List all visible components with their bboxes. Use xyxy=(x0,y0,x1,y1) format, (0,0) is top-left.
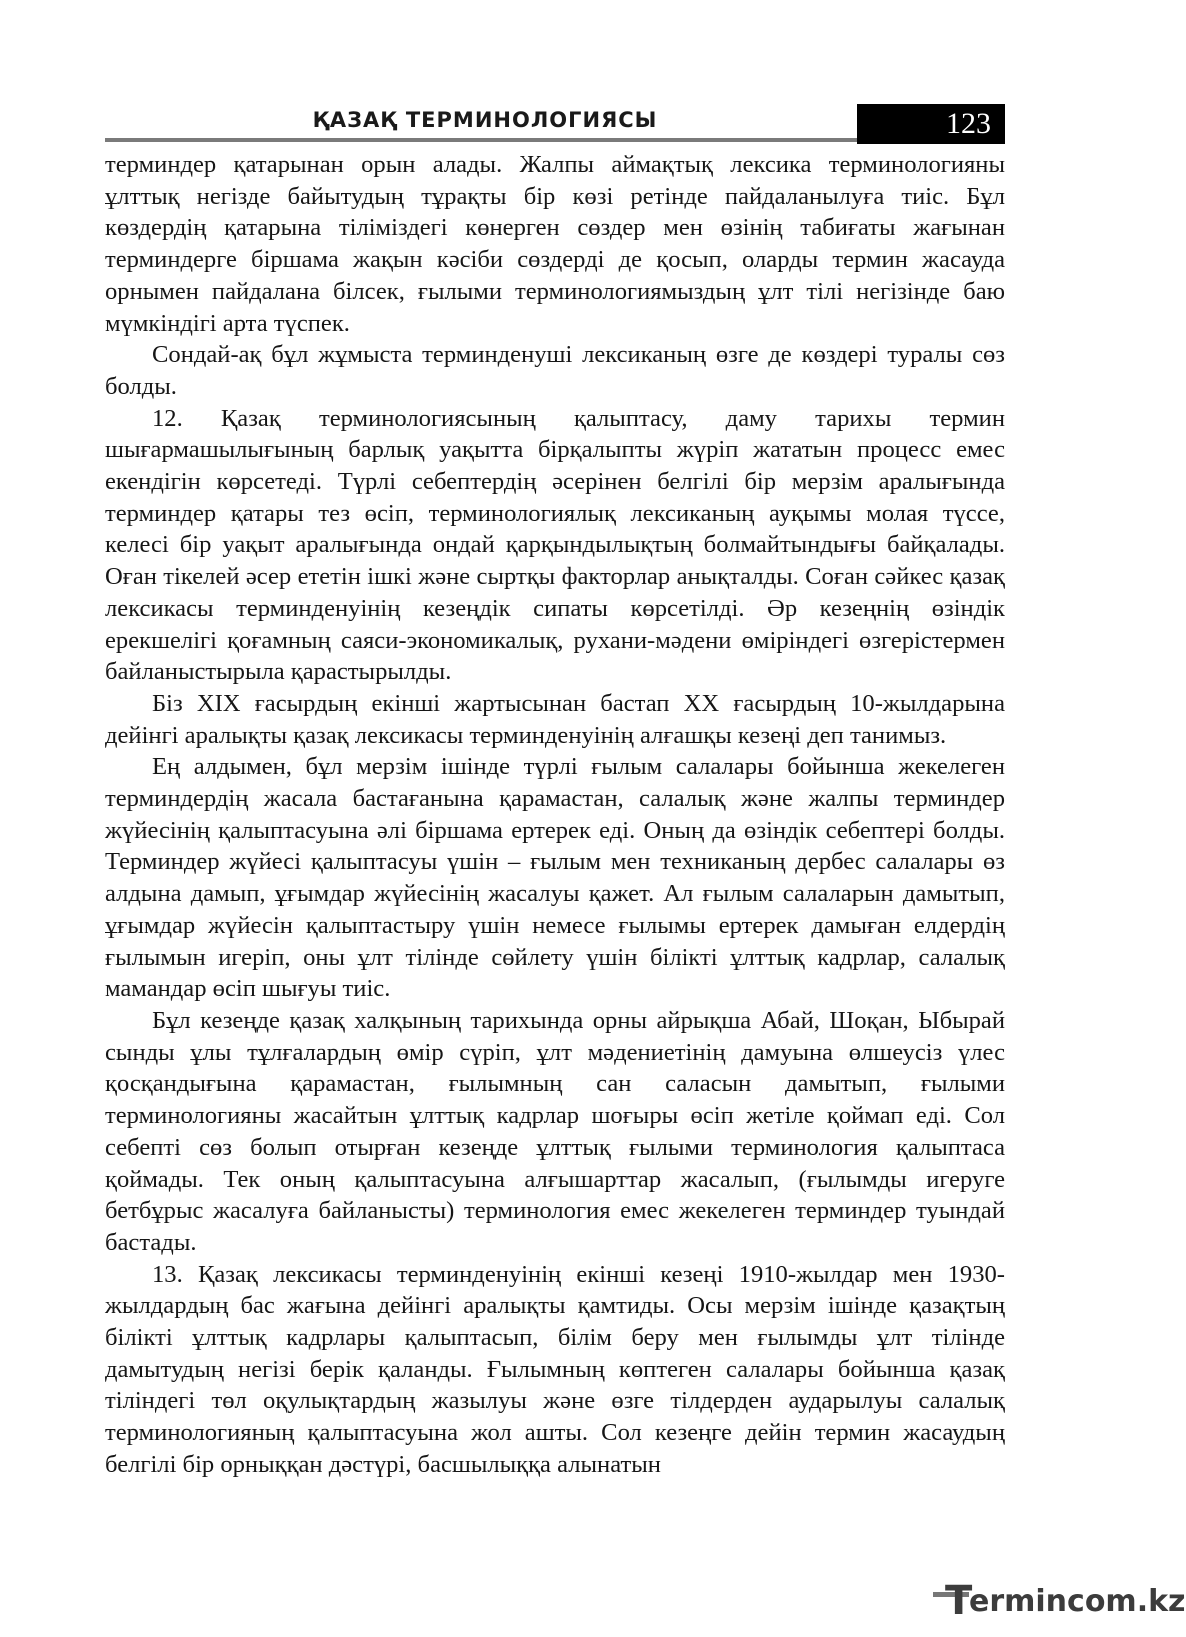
body-text xyxy=(105,149,1005,1481)
paragraph: Ең алдымен, бұл мерзім ішінде түрлі ғылым салалары бойынша жекелеген терминдердің жасала бастағанына қарамастан, салалық және жалпы терминдер жүйесінің қалыптасуына әлі біршама ертерек еді. Оның да өзіндік себептері болды. Терминдер жүйесі қалыптасуы үшін – ғылым мен техниканың дербес салалары өз алдына дамып, ұғымдар жүйесінің жасалуы қажет. Ал ғылым салаларын дамытып, ұғымдар жүйесін қалыптастыру үшін немесе ғылымы ертерек дамыған елдердің ғылымын игеріп, оны ұлт тілінде сөйлету үшін білікті ұлттық кадрлар, салалық мамандар өсіп шығуы тиіс. xyxy=(105,753,1005,1003)
watermark-initial: T xyxy=(945,1578,973,1624)
header-rule xyxy=(105,138,857,142)
paragraph: Сондай-ақ бұл жұмыста терминденуші лексиканың өзге де көздері туралы сөз болды. xyxy=(105,341,1005,400)
paragraph: 12. Қазақ терминологиясының қалыптасу, даму тарихы термин шығармашылығының барлық уақытта бірқалыпты жүріп жататын процесс емес екендігін көрсетеді. Түрлі себептердің әсерінен белгілі бір мерзім аралығында терминдер қатары тез өсіп, терминологиялық лексиканың ауқымы молая түссе, келесі бір уақыт аралығында ондай қарқындылықтың болмайтындығы байқалады. Оған тікелей әсер ететін ішкі және сыртқы факторлар анықталды. Соған сәйкес қазақ лексикасы терминденуінің кезеңдік сипаты көрсетілді. Әр кезеңнің өзіндік ерекшелігі қоғамның саяси-экономикалық, рухани-мәдени өміріндегі өзгерістермен байланыстырыла қарастырылды. xyxy=(105,404,1005,686)
running-title: ҚАЗАҚ ТЕРМИНОЛОГИЯСЫ xyxy=(312,108,658,132)
page-number: 123 xyxy=(857,104,1005,144)
paragraph: Бұл кезеңде қазақ халқының тарихында орны айрықша Абай, Шоқан, Ыбырай сынды ұлы тұлғалардың өмір сүріп, ұлт мәдениетінің дамуына өлшеусіз үлес қосқандығына қарамастан, ғылымның сан саласын дамытып, ғылыми терминологияны жасайтын ұлттық кадрлар шоғыры өсіп жетіле қоймап еді. Сол себепті сөз болып отырған кезеңде ұлттық ғылыми терминология қалыптаса қоймады. Тек оның қалыптасуына алғышарттар жасалып, (ғылымды игеруге бетбұрыс жасалуға байланысты) терминология емес жекелеген терминдер туындай бастады. xyxy=(105,1006,1005,1256)
paragraph: Біз XIX ғасырдың екінші жартысынан бастап XX ғасырдың 10-жылдарына дейінгі аралықты қазақ лексикасы терминденуінің алғашқы кезеңі деп танимыз. xyxy=(105,689,1005,749)
paragraph: 13. Қазақ лексикасы терминденуінің екінші кезеңі 1910-жылдар мен 1930-жылдардың бас жағына дейінгі аралықты қамтиды. Осы мерзім ішінде қазақтың білікті ұлттық кадрлары қалыптасып, білім беру мен ғылымды ұлт тілінде дамытудың негізі берік қаланды. Ғылымның көптеген салалары бойынша қазақ тіліндегі төл оқулықтардың жазылуы және өзге тілдерден аударылуы салалық терминологияның қалыптасуына жол ашты. Сол кезеңге дейін термин жасаудың белгілі бір орныққан дәстүрі, басшылыққа алынатын xyxy=(105,1260,1005,1478)
running-header xyxy=(105,104,1005,146)
watermark-text: ermincom.kz xyxy=(969,1584,1186,1619)
site-watermark xyxy=(945,1578,1186,1624)
paragraph-continued: терминдер қатарынан орын алады. Жалпы аймақтық лексика терминологияны ұлттық негізде байытудың тұрақты бір көзі ретінде пайдаланылуға тиіс. Бұл көздердің қатарына тіліміздегі көнерген сөздер мен өзінің табиғаты жағынан терминдерге біршама жақын кәсіби сөздерді де қосып, оларды термин жасауда орнымен пайдалана білсек, ғылыми терминологиямыздың ұлт тілі негізінде баю мүмкіндігі арта түспек. xyxy=(105,151,1005,337)
